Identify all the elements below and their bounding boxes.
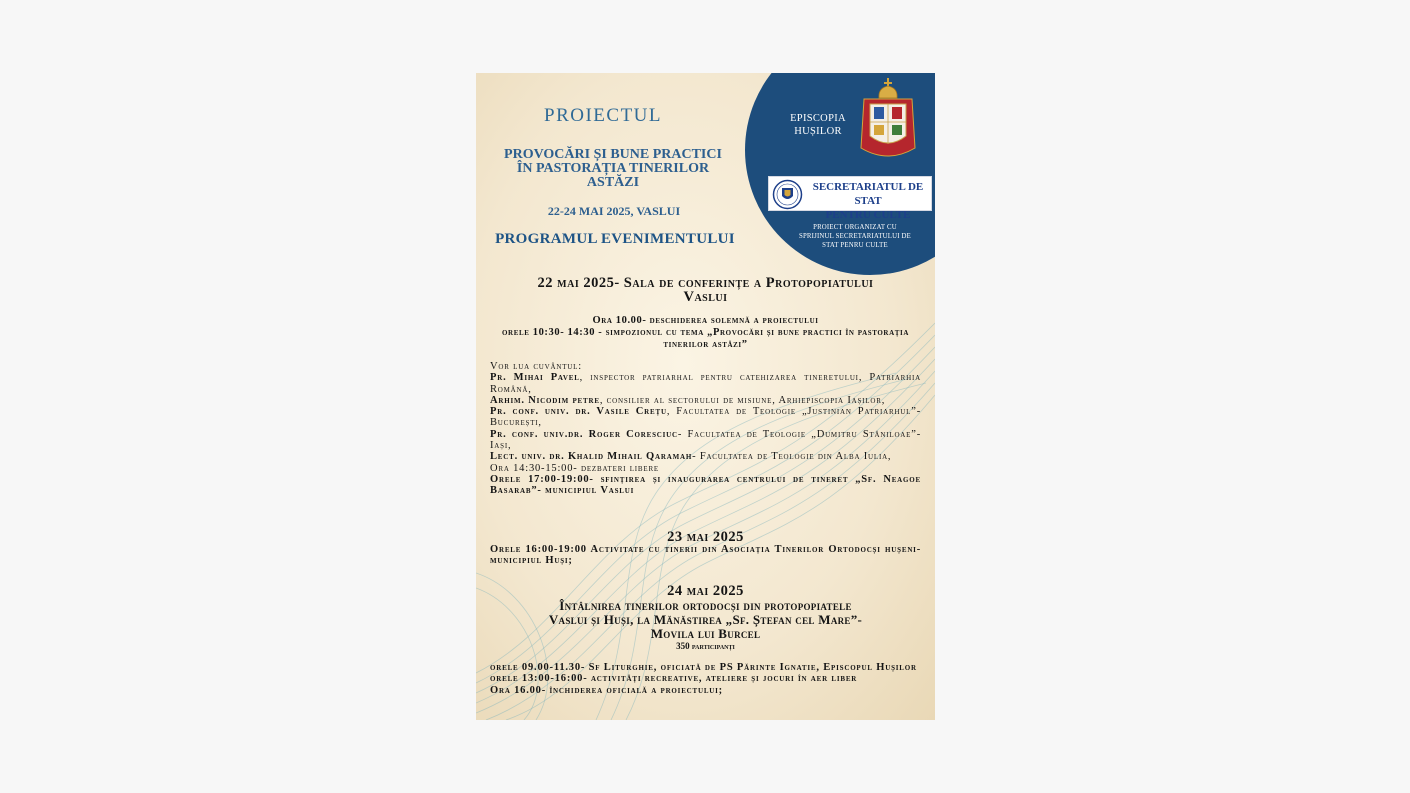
speaker-name: Lect. univ. dr. Khalid Mihail Qaramah	[490, 451, 693, 463]
government-emblem-icon	[772, 179, 803, 210]
speaker-name: Pr. conf. univ.dr. Roger Coresciuc	[490, 428, 678, 440]
day3-agenda	[490, 662, 921, 696]
speaker-item	[490, 406, 921, 429]
speaker-name: Arhim. Nicodim petre	[490, 394, 600, 406]
day1-heading	[490, 276, 921, 304]
project-label: PROIECTUL	[544, 105, 662, 126]
day3-participants: 350 participanți	[676, 641, 735, 651]
secretariat-logo-box	[768, 176, 932, 221]
day1-agenda	[490, 315, 921, 351]
sponsorship-note-line: PROIECT ORGANIZAT CU	[813, 224, 897, 231]
sponsorship-note-line: SPRIJINUL SECRETARIATULUI DE	[798, 233, 912, 240]
project-title-line: ÎN PASTORAȚIA TINERILOR	[516, 161, 710, 176]
day3-subtitle-line: Vaslui și Huși, la Mănăstirea „Sf. Ștefan cel Mare”-	[548, 612, 863, 627]
speaker-role: , consilier al sectorului de misiune, Arhiepiscopia Iașilor,	[599, 394, 886, 406]
speaker-item	[490, 429, 921, 452]
sponsorship-note-line: STAT PENRU CULTE	[822, 242, 888, 249]
day3-heading: 24 mai 2025	[667, 583, 744, 599]
project-title-line: ASTĂZI	[586, 175, 640, 190]
speaker-name: Pr. Mihai Pavel	[490, 372, 580, 384]
speaker-role: - Facultatea de Teologie „Dumitru Stăniloae”- Iași,	[490, 428, 921, 452]
speaker-role: - Facultatea de Teologie din Alba Iulia,	[692, 451, 892, 463]
speaker-role: , inspector patriarhal pentru catehizarea tineretului, Patriarhia Română,	[490, 372, 921, 395]
day1-opening: Ora 10.00- deschiderea solemnă a proiectului	[592, 315, 819, 326]
program-heading: PROGRAMUL EVENIMENTULUI	[495, 231, 735, 247]
project-title	[488, 148, 738, 190]
coat-of-arms-icon	[858, 78, 918, 162]
day1-heading-line: 22 mai 2025- Sala de conferințe a Protopopiatului	[537, 275, 874, 291]
episcopia-line: EPISCOPIA	[790, 113, 846, 124]
day1-symposium: orele 10:30- 14:30 - simpozionul cu tema „Provocări și bune practici în pastorația tinerilor astăzi”	[502, 327, 909, 350]
secretariat-line: PENTRU CULTE	[825, 209, 911, 221]
day3-subtitle-line: Movila lui Burcel	[650, 626, 761, 641]
day1-speakers	[490, 361, 921, 497]
day3-subtitle-line: Întâlnirea tinerilor ortodocși din protopopiatele	[559, 598, 852, 613]
episcopia-label	[772, 112, 864, 138]
day3-subtitle	[490, 599, 921, 641]
day1-debate: Ora 14:30-15:00- dezbateri libere	[490, 462, 660, 474]
day3-item: Ora 16.00- închiderea oficială a proiectului;	[490, 684, 723, 696]
secretariat-line: SECRETARIATUL DE STAT	[812, 181, 924, 207]
speaker-item	[490, 395, 921, 406]
secretariat-name	[805, 180, 931, 222]
speakers-intro: Vor lua cuvântul:	[490, 361, 582, 372]
speaker-item	[490, 372, 921, 395]
day3-item: orele 13:00-16:00- activități recreative, ateliere și jocuri în aer liber	[490, 673, 858, 685]
day1-consecration: Orele 17:00-19:00- sfințirea și inaugurarea centrului de tineret „Sf. Neagoe Basarab”- municipiul Vaslui	[490, 473, 921, 497]
episcopia-line: HUȘILOR	[794, 126, 842, 137]
day3-item: orele 09.00-11.30- Sf Liturghie, oficiată de PS Părinte Ignatie, Episcopul Hușilor	[490, 662, 917, 673]
speaker-name: Pr. conf. univ. dr. Vasile Crețu	[490, 406, 667, 418]
event-poster	[476, 73, 935, 720]
sponsorship-note	[788, 223, 922, 250]
day1-heading-line: Vaslui	[683, 289, 728, 305]
speaker-item	[490, 451, 921, 462]
project-dates: 22-24 MAI 2025, VASLUI	[547, 204, 681, 218]
project-title-line: PROVOCĂRI ȘI BUNE PRACTICI	[504, 147, 722, 162]
day2-activity: Orele 16:00-19:00 Activitate cu tinerii din Asociația Tinerilor Ortodocși hușeni- municipiul Huși;	[490, 544, 921, 567]
day2-heading: 23 mai 2025	[667, 529, 744, 545]
speaker-role: , Facultatea de Teologie „Justinian Patriarhul”- București,	[490, 406, 921, 429]
